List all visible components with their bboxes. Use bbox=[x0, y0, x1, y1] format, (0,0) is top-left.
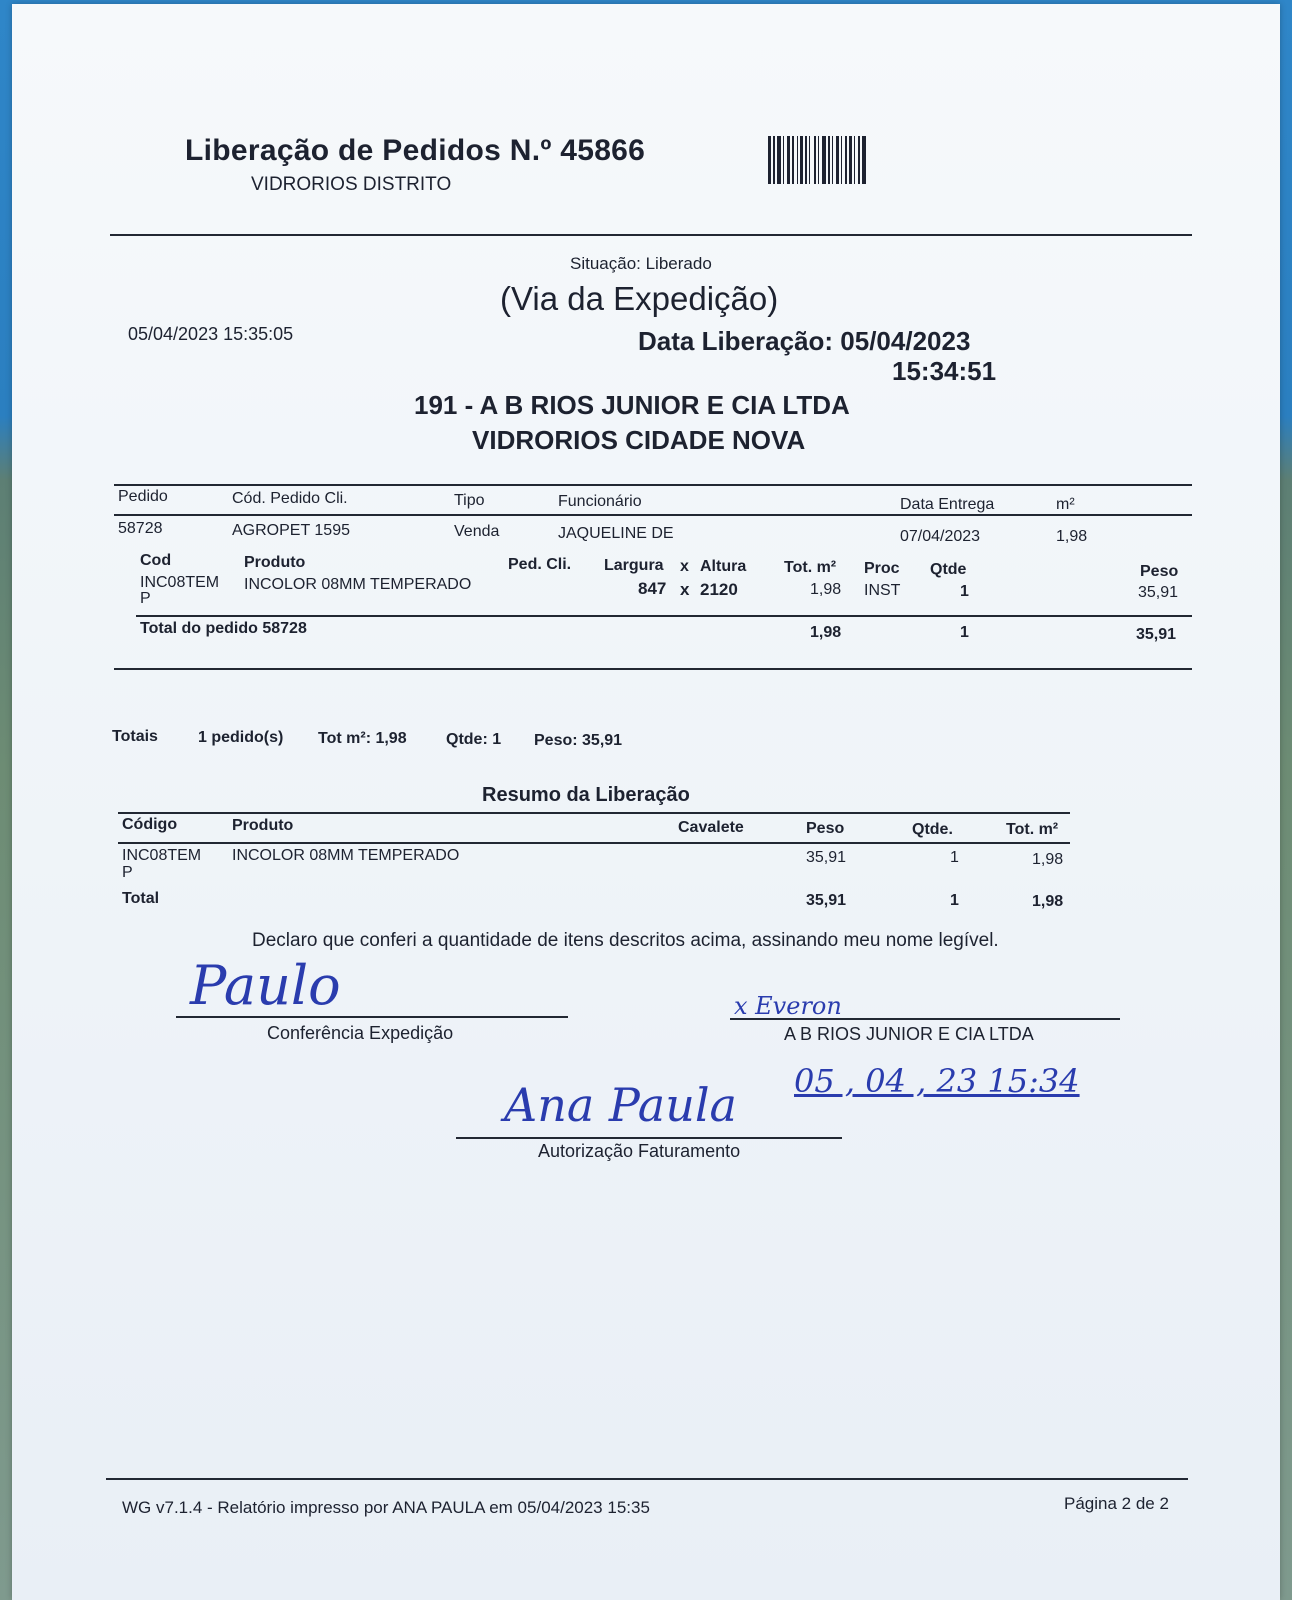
release-time: 15:34:51 bbox=[892, 356, 997, 386]
summary-title: Resumo da Liberação bbox=[482, 784, 690, 806]
order-total-rule bbox=[136, 615, 1192, 617]
conferencia-label: Conferência Expedição bbox=[267, 1023, 454, 1043]
summary-total-peso: 35,91 bbox=[806, 892, 847, 909]
col-peso: Peso bbox=[1140, 563, 1179, 580]
footer-rule bbox=[106, 1478, 1188, 1480]
signature-autorizacao: Ana Paula bbox=[504, 1078, 737, 1132]
barcode bbox=[768, 136, 956, 184]
summary-tot-m2: 1,98 bbox=[1032, 851, 1064, 868]
signature-client: x Everon bbox=[734, 992, 842, 1020]
page-number: Página 2 de 2 bbox=[1064, 1494, 1169, 1513]
printed-timestamp: 05/04/2023 15:35:05 bbox=[128, 324, 294, 344]
totals-label: Totais bbox=[112, 728, 158, 745]
order-total-m2: 1,98 bbox=[810, 624, 842, 641]
document-title: Liberação de Pedidos N.º 45866 bbox=[185, 134, 646, 167]
order-m2: 1,98 bbox=[1056, 528, 1088, 545]
order-table-bottom-rule bbox=[114, 668, 1192, 670]
col-data-entrega: Data Entrega bbox=[900, 496, 995, 513]
summary-total-qtde: 1 bbox=[950, 892, 959, 909]
col-ped-cli: Ped. Cli. bbox=[508, 556, 572, 573]
summary-peso: 35,91 bbox=[806, 849, 847, 866]
col-cod: Cod bbox=[140, 552, 172, 569]
order-type: Venda bbox=[454, 523, 500, 540]
col-summary-tot-m2: Tot. m² bbox=[1006, 821, 1059, 838]
client-order-code: AGROPET 1595 bbox=[232, 522, 350, 539]
summary-header-rule bbox=[118, 842, 1070, 844]
col-cod-pedido-cli: Cód. Pedido Cli. bbox=[232, 490, 348, 507]
summary-total-label: Total bbox=[122, 890, 160, 907]
totals-peso: Peso: 35,91 bbox=[534, 732, 623, 749]
signature-conferencia: Paulo bbox=[190, 954, 341, 1017]
col-x: x bbox=[680, 558, 689, 575]
col-qtde: Qtde bbox=[930, 561, 967, 578]
totals-qtde: Qtde: 1 bbox=[446, 731, 502, 748]
employee: JAQUELINE DE bbox=[558, 525, 674, 542]
copy-type: (Via da Expedição) bbox=[500, 280, 779, 317]
col-tot-m2: Tot. m² bbox=[784, 559, 837, 576]
col-summary-peso: Peso bbox=[806, 820, 845, 837]
summary-top-rule bbox=[118, 812, 1070, 814]
col-summary-produto: Produto bbox=[232, 817, 294, 834]
item-code: INC08TEM bbox=[140, 574, 220, 591]
col-codigo: Código bbox=[122, 816, 178, 833]
release-date: Data Liberação: 05/04/2023 bbox=[638, 326, 971, 356]
client-name: 191 - A B RIOS JUNIOR E CIA LTDA bbox=[414, 390, 850, 420]
summary-qtde: 1 bbox=[950, 849, 959, 866]
col-tipo: Tipo bbox=[454, 492, 485, 509]
order-total-label: Total do pedido 58728 bbox=[140, 620, 307, 637]
handwritten-date: 05 , 04 , 23 15:34 bbox=[794, 1062, 1080, 1100]
declaration-text: Declaro que conferi a quantidade de itens descritos acima, assinando meu nome legível. bbox=[252, 930, 999, 951]
item-product: INCOLOR 08MM TEMPERADO bbox=[244, 576, 472, 593]
order-total-peso: 35,91 bbox=[1136, 626, 1177, 643]
totals-m2: Tot m²: 1,98 bbox=[318, 730, 407, 747]
summary-code: INC08TEM bbox=[122, 847, 202, 864]
col-summary-qtde: Qtde. bbox=[912, 821, 953, 838]
item-height: 2120 bbox=[700, 580, 738, 599]
item-tot-m2: 1,98 bbox=[810, 581, 842, 598]
order-table-top-rule bbox=[114, 484, 1192, 486]
header-divider bbox=[110, 234, 1192, 236]
col-m2: m² bbox=[1056, 496, 1075, 513]
col-largura: Largura bbox=[604, 557, 664, 574]
document-page bbox=[12, 4, 1280, 1600]
item-qtde: 1 bbox=[960, 583, 969, 600]
client-signature-label: A B RIOS JUNIOR E CIA LTDA bbox=[784, 1024, 1034, 1044]
issuer-company: VIDRORIOS DISTRITO bbox=[251, 174, 452, 195]
signature-line-autorizacao bbox=[456, 1137, 842, 1139]
item-proc: INST bbox=[864, 582, 901, 599]
item-width: 847 bbox=[638, 579, 667, 598]
summary-code-cont: P bbox=[122, 864, 133, 881]
item-peso: 35,91 bbox=[1138, 584, 1179, 601]
item-x: x bbox=[680, 580, 690, 599]
order-header-rule bbox=[114, 514, 1192, 516]
totals-orders: 1 pedido(s) bbox=[198, 729, 284, 746]
footer-printed-by: WG v7.1.4 - Relatório impresso por ANA PAULA em 05/04/2023 15:35 bbox=[122, 1498, 650, 1517]
col-produto: Produto bbox=[244, 554, 306, 571]
item-code-cont: P bbox=[140, 590, 151, 607]
col-altura: Altura bbox=[700, 558, 747, 575]
col-cavalete: Cavalete bbox=[678, 819, 744, 836]
summary-total-tot-m2: 1,98 bbox=[1032, 893, 1064, 910]
col-proc: Proc bbox=[864, 560, 900, 577]
col-funcionario: Funcionário bbox=[558, 493, 642, 510]
col-pedido: Pedido bbox=[118, 488, 168, 505]
status-label: Situação: Liberado bbox=[570, 254, 712, 273]
summary-product: INCOLOR 08MM TEMPERADO bbox=[232, 847, 460, 864]
order-number: 58728 bbox=[118, 520, 163, 537]
client-store: VIDRORIOS CIDADE NOVA bbox=[472, 425, 806, 455]
order-total-qtde: 1 bbox=[960, 624, 969, 641]
autorizacao-label: Autorização Faturamento bbox=[538, 1141, 741, 1161]
delivery-date: 07/04/2023 bbox=[900, 528, 981, 545]
